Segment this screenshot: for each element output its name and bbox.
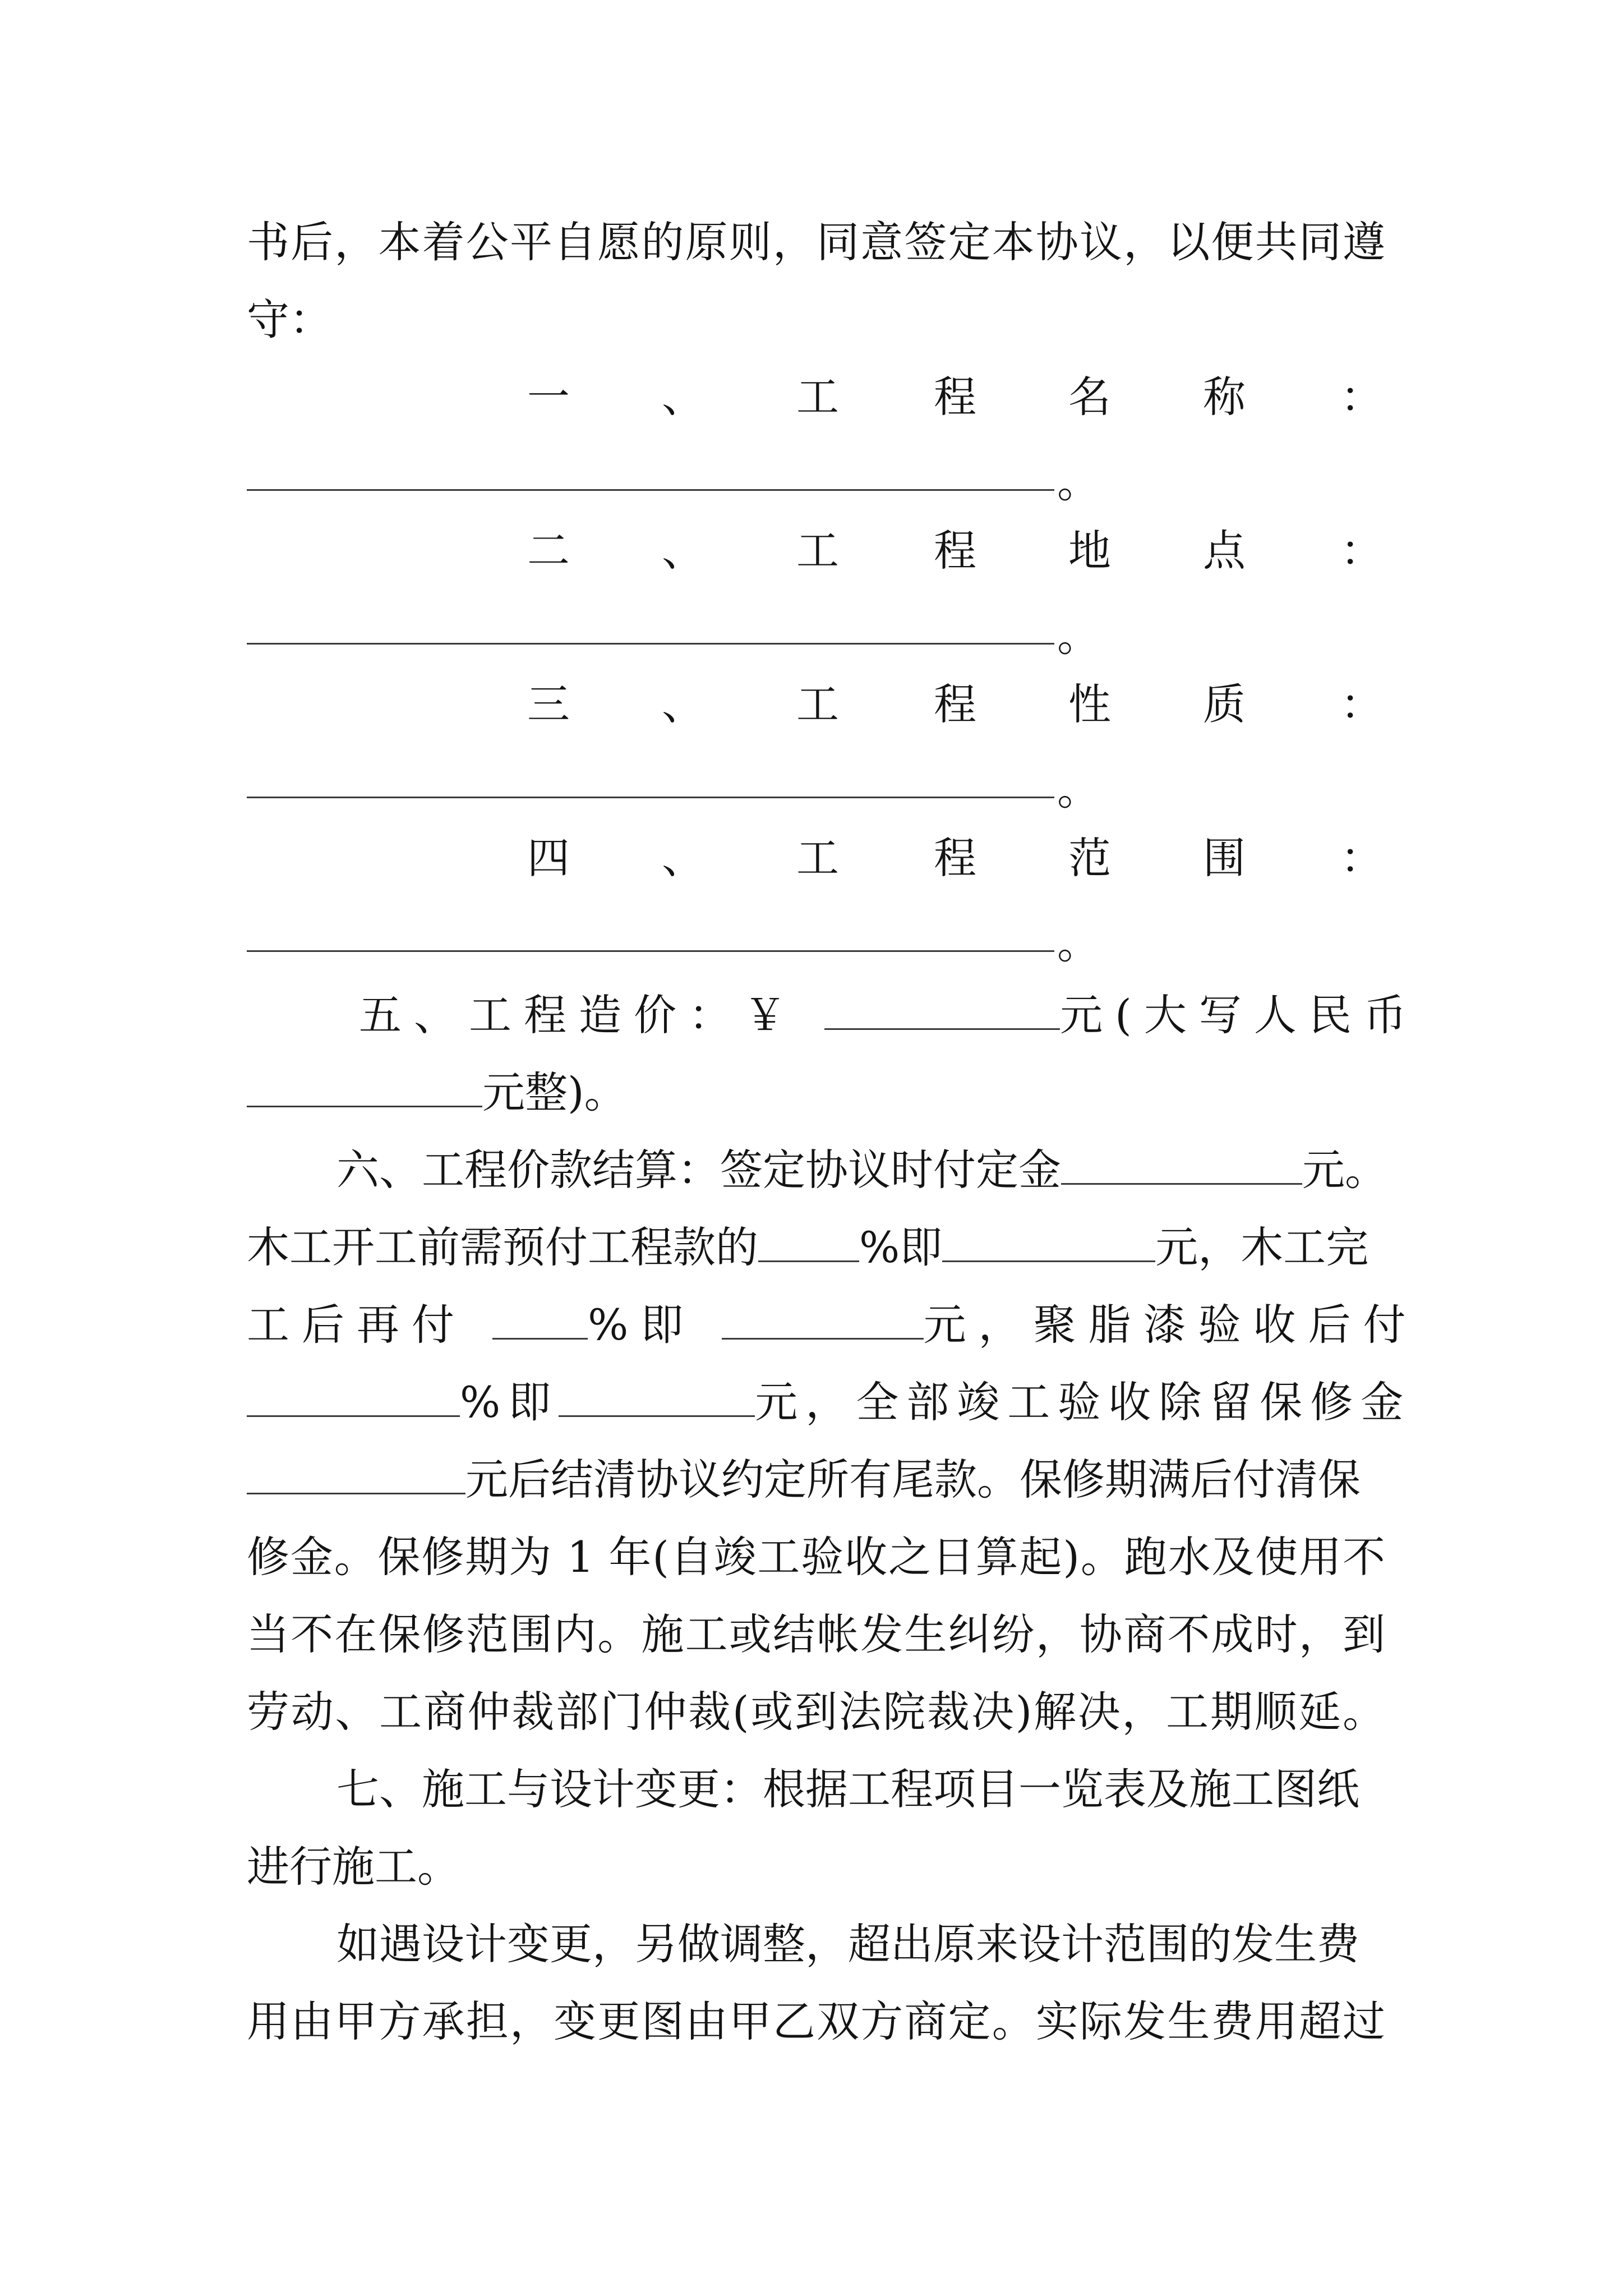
item-6-line-1	[336, 1131, 1413, 1209]
item-3-fill-line	[247, 797, 1054, 798]
change-line-1: 如遇设计变更，另做调整，超出原来设计范围的发生费	[336, 1919, 1359, 1969]
item-5-label: 五、工程造价：￥	[359, 990, 799, 1040]
item-5-amount-blank	[824, 991, 1060, 1030]
amount-blank	[722, 1300, 924, 1340]
item-char: 工	[796, 833, 839, 883]
item-7-line-2: 进行施工。	[247, 1842, 460, 1892]
item-sep: 、	[662, 679, 704, 729]
item-5-line-2	[247, 1053, 1385, 1132]
item-4-period: 。	[1057, 918, 1100, 968]
item-6-line-7: 当不在保修范围内。施工或结帐发生纠纷，协商不成时，到	[247, 1609, 1385, 1659]
item-num: 一	[527, 372, 570, 422]
item-char: 称	[1203, 372, 1246, 422]
item-4-fill-line	[247, 950, 1054, 952]
item-5-tail: 元整)。	[482, 1068, 627, 1117]
item-6-line-3	[247, 1286, 1418, 1364]
item-char: 程	[934, 526, 976, 576]
item-colon: ：	[1340, 526, 1383, 576]
item-6-text: 元。	[1302, 1145, 1387, 1195]
warranty-blank	[247, 1455, 465, 1494]
item-sep: 、	[662, 526, 704, 576]
item-6-text: 元，木工完	[1155, 1222, 1369, 1272]
item-6-text: %即	[588, 1300, 696, 1350]
item-sep: 、	[662, 833, 704, 883]
item-1-fill-line	[247, 489, 1054, 491]
item-6-text: %即	[460, 1377, 559, 1427]
amount-blank	[559, 1378, 755, 1417]
item-5-line-1	[359, 976, 1419, 1055]
item-sep: 、	[662, 372, 704, 422]
item-3-period: 。	[1057, 765, 1100, 815]
item-char: 范	[1068, 833, 1111, 883]
item-char: 程	[934, 679, 976, 729]
item-char: 程	[934, 372, 976, 422]
item-6-text: 工后再付	[247, 1300, 467, 1350]
item-num: 三	[527, 679, 570, 729]
item-2-period: 。	[1057, 611, 1100, 661]
change-line-2: 用由甲方承担，变更图由甲乙双方商定。实际发生费用超过	[247, 1996, 1385, 2046]
item-5-unit: 元(大写人民币	[1060, 990, 1419, 1040]
item-6-line-2	[247, 1208, 1385, 1287]
item-6-text: 元，全部竣工验收除留保修金	[755, 1377, 1412, 1427]
intro-line-2: 守：	[247, 295, 332, 344]
item-char: 程	[934, 833, 976, 883]
item-6-line-4	[247, 1363, 1412, 1442]
item-colon: ：	[1340, 833, 1383, 883]
item-char: 名	[1068, 372, 1111, 422]
item-6-text: 木工开工前需预付工程款的	[247, 1222, 758, 1272]
item-6-line-5	[247, 1441, 1385, 1519]
item-colon: ：	[1340, 679, 1383, 729]
item-2-fill-line	[247, 643, 1054, 645]
item-5-capital-blank	[247, 1068, 482, 1107]
item-char: 工	[796, 372, 839, 422]
item-char: 工	[796, 526, 839, 576]
percent-blank	[492, 1300, 588, 1340]
item-6-text: %即	[859, 1222, 943, 1272]
item-char: 工	[796, 679, 839, 729]
item-char: 点	[1203, 526, 1246, 576]
item-6-line-6: 修金。保修期为 1 年(自竣工验收之日算起)。跑水及使用不	[247, 1532, 1385, 1582]
item-char: 围	[1203, 833, 1246, 883]
item-num: 二	[527, 526, 570, 576]
item-6-text: 元后结清协议约定所有尾款。保修期满后付清保	[465, 1455, 1361, 1504]
percent-blank	[247, 1378, 460, 1417]
item-6-text: 六、工程价款结算：签定协议时付定金	[336, 1145, 1061, 1195]
item-1-period: 。	[1057, 457, 1100, 507]
intro-line-1: 书后，本着公平自愿的原则，同意签定本协议，以便共同遵	[247, 217, 1385, 267]
amount-blank	[942, 1223, 1155, 1262]
item-num: 四	[527, 833, 570, 883]
deposit-blank	[1061, 1145, 1302, 1185]
item-colon: ：	[1340, 372, 1383, 422]
item-7-line-1: 七、施工与设计变更：根据工程项目一览表及施工图纸	[336, 1764, 1359, 1814]
item-6-line-8: 劳动、工商仲裁部门仲裁(或到法院裁决)解决，工期顺延。	[247, 1687, 1385, 1737]
item-6-text: 元，聚脂漆验收后付	[923, 1300, 1418, 1350]
item-char: 地	[1068, 526, 1111, 576]
item-char: 质	[1203, 679, 1246, 729]
percent-blank	[758, 1223, 859, 1262]
item-char: 性	[1068, 679, 1111, 729]
